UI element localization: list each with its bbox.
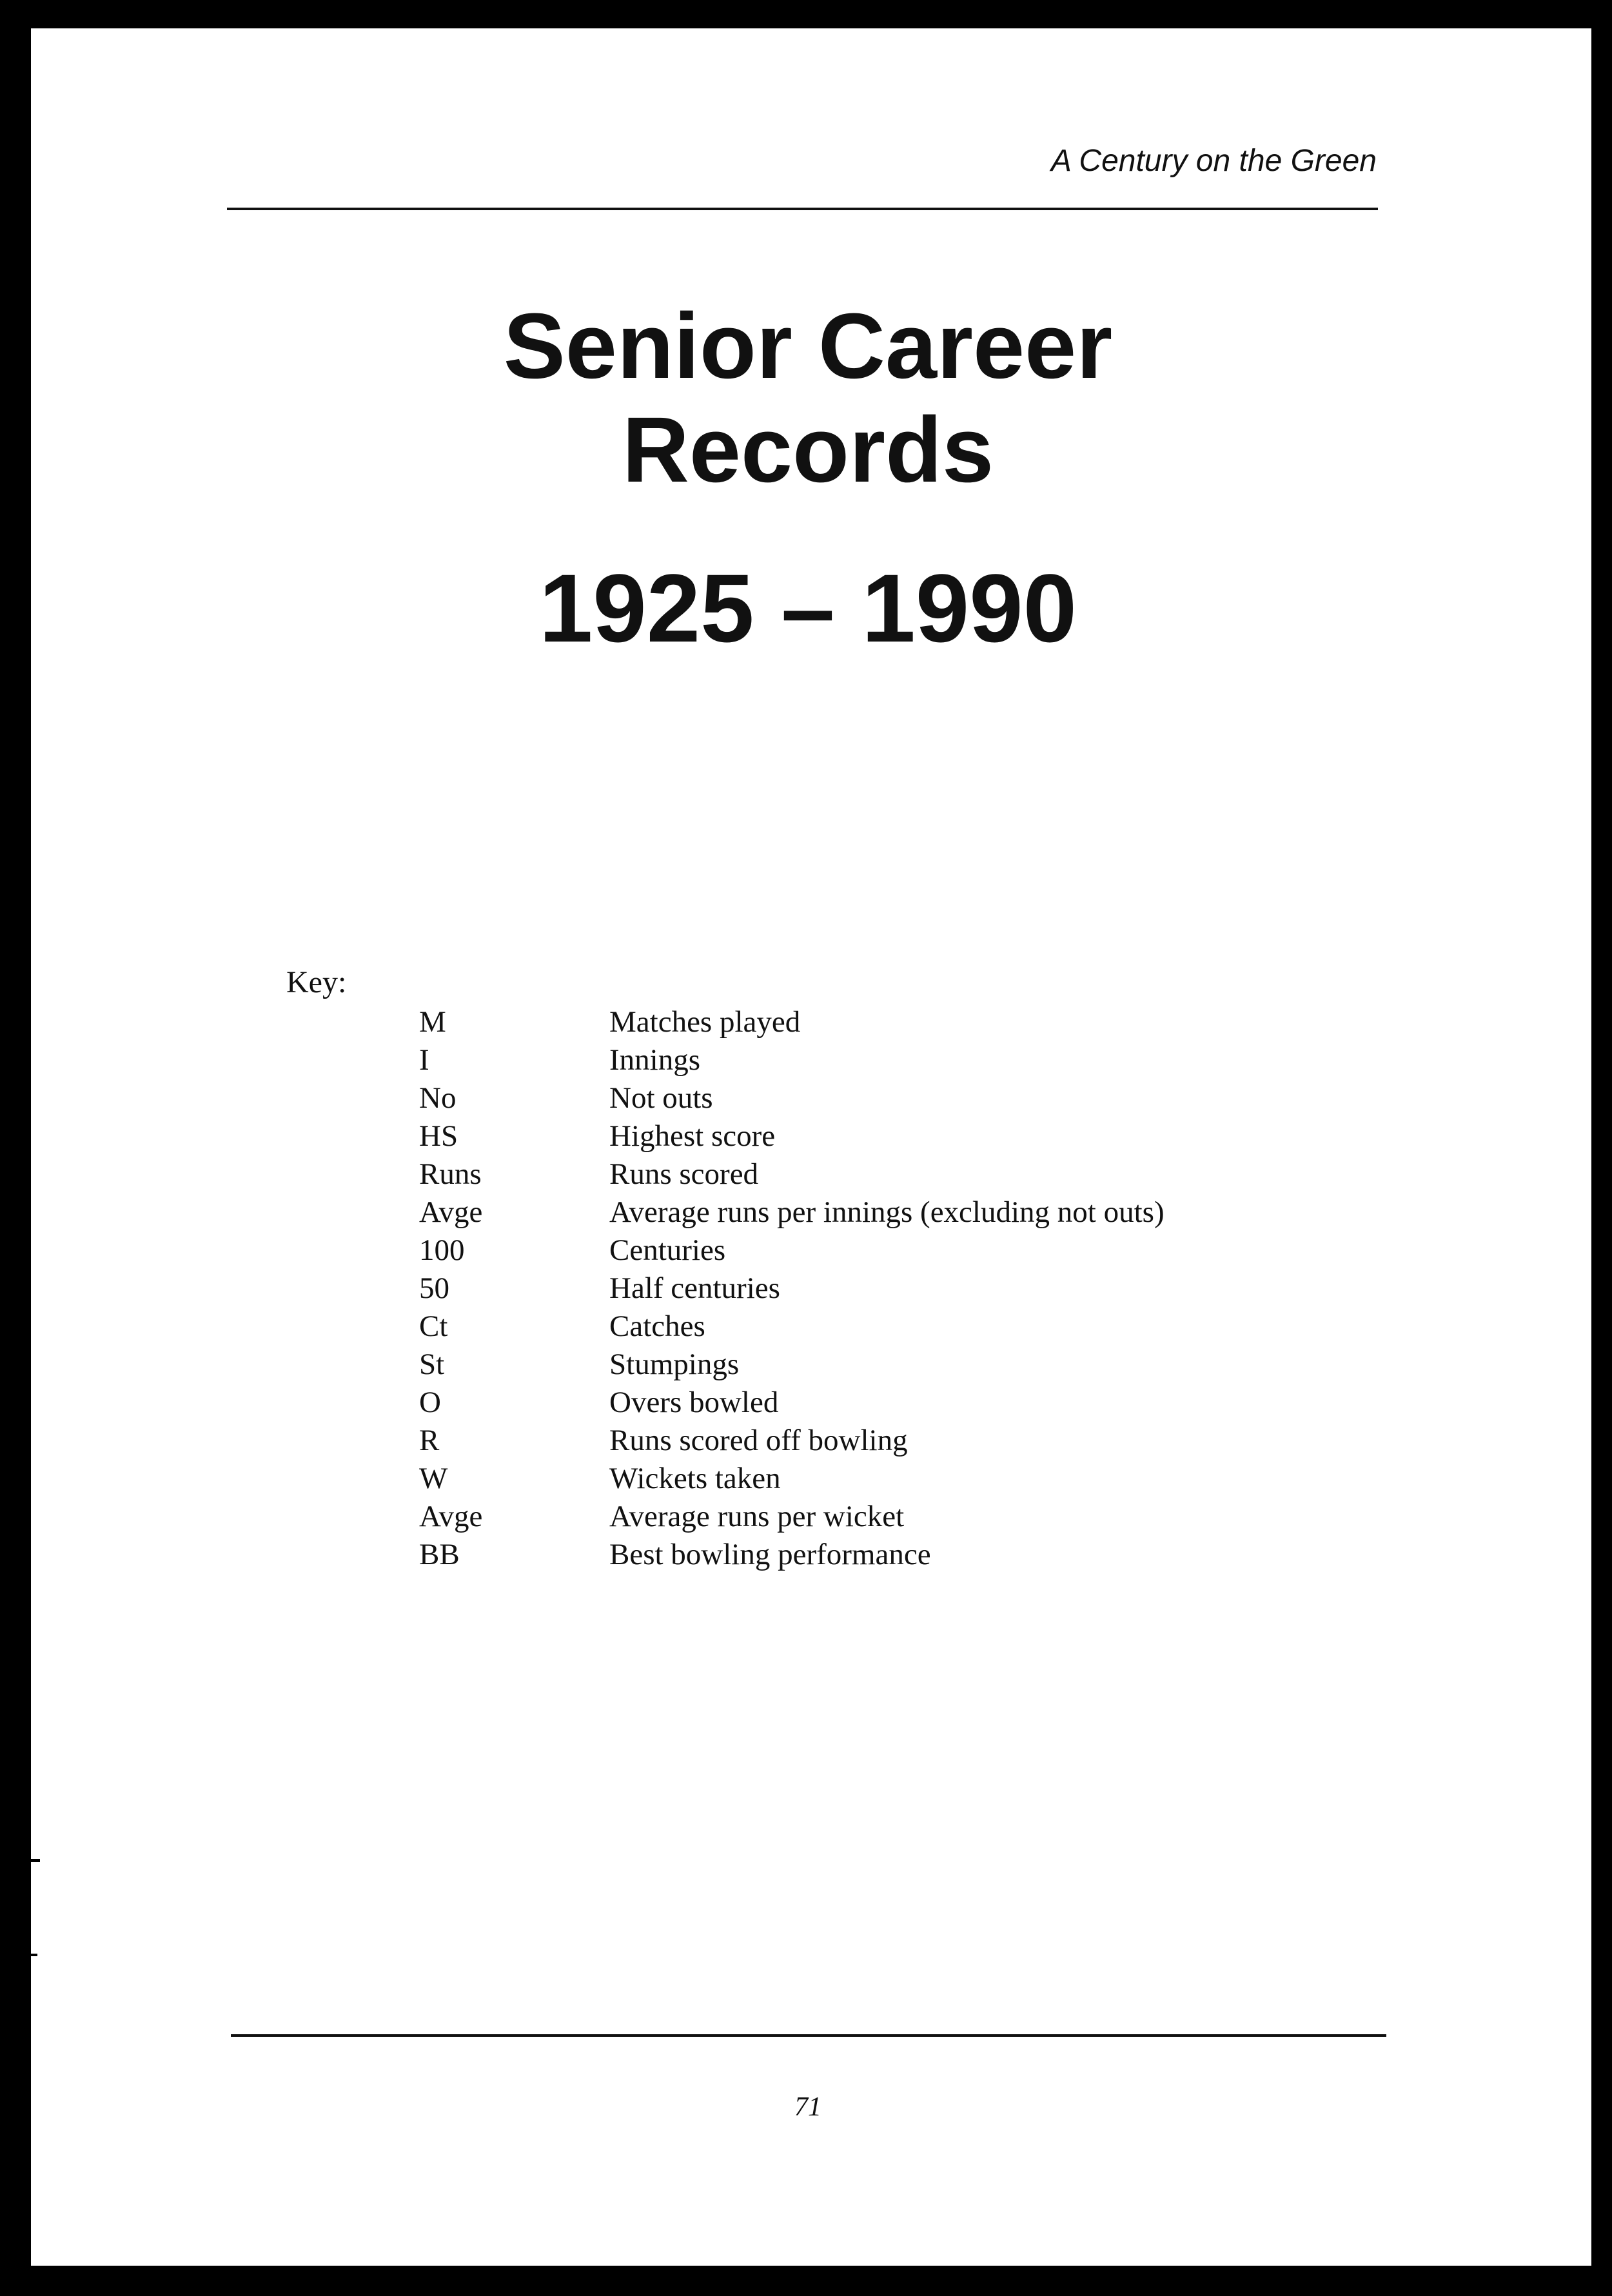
page-number: 71 xyxy=(794,2092,821,2122)
key-list xyxy=(419,1003,1165,1574)
header-rule xyxy=(227,208,1378,210)
key-description: Highest score xyxy=(609,1119,776,1153)
key-abbreviation: 100 xyxy=(419,1233,465,1267)
key-description: Centuries xyxy=(609,1233,726,1267)
key-description: Half centuries xyxy=(609,1271,780,1305)
key-abbreviation: M xyxy=(419,1005,446,1039)
key-item xyxy=(419,1193,1165,1231)
key-item xyxy=(419,1270,1165,1308)
key-item xyxy=(419,1308,1165,1346)
key-item xyxy=(419,1155,1165,1193)
key-item xyxy=(419,1117,1165,1155)
key-item xyxy=(419,1079,1165,1117)
key-description: Runs scored xyxy=(609,1157,759,1191)
key-description: Average runs per innings (excluding not outs) xyxy=(609,1195,1165,1229)
key-abbreviation: R xyxy=(419,1424,440,1457)
key-description: Average runs per wicket xyxy=(609,1500,905,1533)
key-abbreviation: 50 xyxy=(419,1271,449,1305)
key-description: Innings xyxy=(609,1043,700,1077)
key-description: Best bowling performance xyxy=(609,1538,931,1571)
key-description: Overs bowled xyxy=(609,1386,779,1419)
key-abbreviation: BB xyxy=(419,1538,460,1571)
key-description: Wickets taken xyxy=(609,1462,781,1495)
key-abbreviation: Avge xyxy=(419,1195,483,1229)
scan-edge-mark xyxy=(31,1859,40,1862)
key-abbreviation: Avge xyxy=(419,1500,483,1533)
key-description: Not outs xyxy=(609,1081,713,1115)
footer-rule xyxy=(231,2034,1386,2037)
page-title xyxy=(0,294,1612,502)
key-item xyxy=(419,1422,1165,1460)
key-abbreviation: O xyxy=(419,1386,441,1419)
key-item xyxy=(419,1498,1165,1536)
key-item xyxy=(419,1346,1165,1384)
key-abbreviation: I xyxy=(419,1043,429,1077)
key-abbreviation: Runs xyxy=(419,1157,482,1191)
running-header: A Century on the Green xyxy=(1050,144,1377,178)
key-abbreviation: HS xyxy=(419,1119,458,1153)
key-abbreviation: No xyxy=(419,1081,457,1115)
key-description: Runs scored off bowling xyxy=(609,1424,908,1457)
key-item xyxy=(419,1384,1165,1422)
page-title-line-2: Records xyxy=(622,398,994,502)
key-abbreviation: Ct xyxy=(419,1310,448,1343)
key-item xyxy=(419,1041,1165,1079)
key-description: Stumpings xyxy=(609,1348,740,1381)
key-description: Matches played xyxy=(609,1005,801,1039)
key-item xyxy=(419,1231,1165,1270)
key-item xyxy=(419,1460,1165,1498)
key-label: Key: xyxy=(286,965,347,999)
page-title-line-1: Senior Career xyxy=(503,294,1113,398)
key-description: Catches xyxy=(609,1310,705,1343)
key-item xyxy=(419,1536,1165,1574)
key-abbreviation: St xyxy=(419,1348,445,1381)
key-item xyxy=(419,1003,1165,1041)
key-abbreviation: W xyxy=(419,1462,448,1495)
scan-edge-mark xyxy=(31,1954,37,1956)
year-range: 1925 – 1990 xyxy=(538,554,1077,662)
